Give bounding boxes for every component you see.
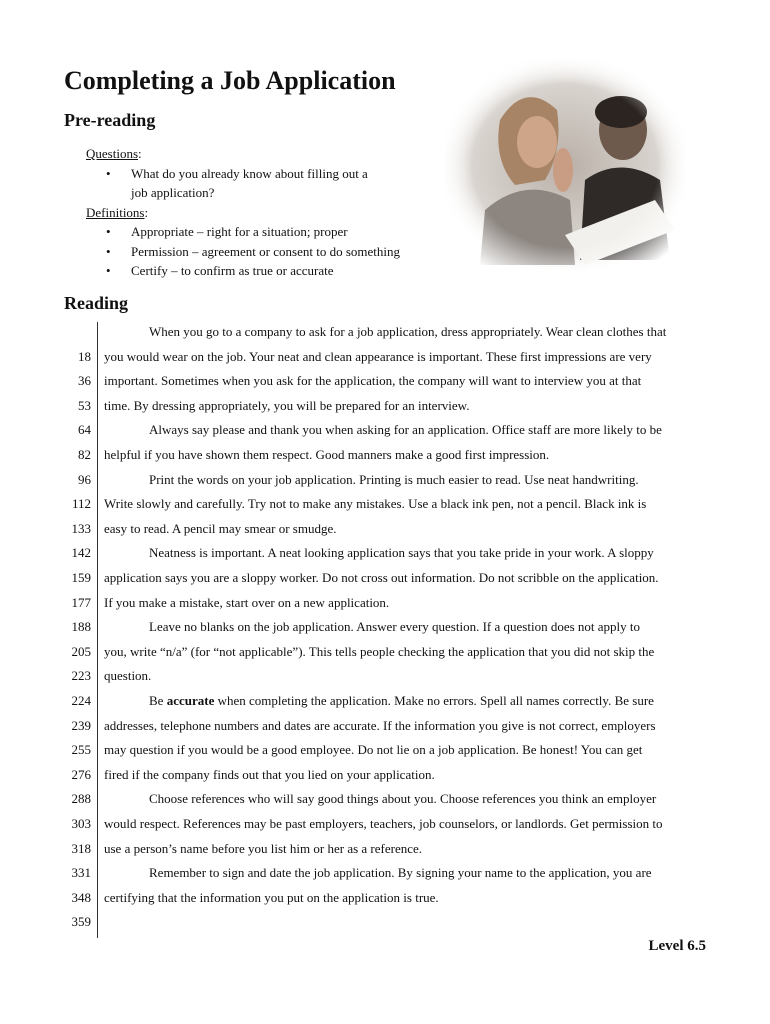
prereading-heading: Pre-reading [64,110,156,130]
line-text: helpful if you have shown them respect. Good manners make a good first impression. [104,447,550,462]
reading-line [0,345,770,370]
line-number: 133 [71,520,91,536]
question-item-continued: job application? [131,185,215,200]
reading-line [0,369,770,394]
questions-label: Questions [86,146,138,161]
reading-line [0,664,770,689]
line-number: 18 [78,348,91,364]
line-text [149,689,654,714]
question-item: • What do you already know about filling out a [86,164,400,184]
reading-line [0,443,770,468]
line-text: Choose references who will say good things about you. Choose references you think an employer [149,791,657,807]
line-number: 82 [78,447,91,462]
reading-line [0,714,770,739]
bullet-icon: • [106,165,111,181]
line-number: 96 [78,471,91,487]
reading-line [0,394,770,419]
line-text: may question if you would be a good employee. Do not lie on a job application. Be honest! You can get [104,742,643,758]
reading-line [0,837,770,862]
line-text: application says you are a sloppy worker. Do not cross out information. Do not scribble on the application. [104,570,659,585]
line-number: 205 [71,643,91,659]
line-number: 112 [71,496,91,512]
line-number: 64 [78,422,91,438]
reading-line [0,492,770,517]
reading-line [0,517,770,542]
line-text: use a person’s name before you list him or her as a reference. [104,840,423,856]
line-text: would respect. References may be past employers, teachers, job counselors, or landlords. Get permission to [104,816,663,831]
line-number: 318 [71,840,91,856]
line-number: 223 [71,668,91,684]
reading-line [0,763,770,788]
line-text: certifying that the information you put on the application is true. [104,889,439,905]
bullet-icon: • [106,224,111,239]
definition-item: • Permission – agreement or consent to do something [86,242,400,262]
line-text: easy to read. A pencil may smear or smudge. [104,520,337,536]
line-text: you would wear on the job. Your neat and clean appearance is important. These first impressions are very [104,348,652,364]
reading-line [0,689,770,714]
definition-item: • Certify – to confirm as true or accurate [86,261,400,281]
reading-line [0,468,770,493]
line-number: 36 [78,373,91,389]
line-number: 348 [71,889,91,905]
reading-line [0,738,770,763]
line-number: 142 [71,545,91,561]
reading-heading: Reading [64,293,129,313]
line-text: Write slowly and carefully. Try not to make any mistakes. Use a black ink pen, not a pencil. Black ink is [104,496,647,512]
line-text: Leave no blanks on the job application. Answer every question. If a question does not apply to [149,619,640,635]
prereading-section: Questions: • What do you already know about filling out a job application? Definitions: • Appropriate – right for a situation; proper • Permission – agreement or consent to do something • Certify – to confirm as true or accurate [86,144,400,281]
reading-line [0,640,770,665]
page-title: Completing a Job Application [64,66,396,95]
reading-level: Level 6.5 [648,938,706,954]
line-text: When you go to a company to ask for a job application, dress appropriately. Wear clean clothes that [149,324,667,339]
reading-line [0,787,770,812]
line-text: fired if the company finds out that you lied on your application. [104,766,435,782]
line-text: Neatness is important. A neat looking application says that you take pride in your work. A sloppy [149,545,654,561]
reading-line [0,615,770,640]
reading-line [0,812,770,837]
line-text-pre: Be [149,693,167,708]
reading-line [0,591,770,616]
emphasized-word: accurate [166,693,215,708]
line-number: 276 [71,766,91,782]
line-number: 224 [71,693,91,708]
students-photo [445,60,685,270]
line-number: 303 [71,816,91,831]
line-text: you, write “n/a” (for “not applicable”). This tells people checking the application that you did not skip the [104,643,655,659]
line-text: Print the words on your job application. Printing is much easier to read. Use neat handwriting. [149,471,639,487]
line-number: 53 [78,397,91,413]
line-number: 239 [71,717,91,733]
definition-item: • Appropriate – right for a situation; proper [86,222,400,242]
line-text-rest: when completing the application. Make no errors. Spell all names correctly. Be sure [214,693,654,708]
reading-line [0,418,770,443]
line-text: time. By dressing appropriately, you will be prepared for an interview. [104,397,470,413]
line-text: If you make a mistake, start over on a new application. [104,594,390,610]
bullet-icon: • [106,243,111,259]
reading-line [0,320,770,345]
line-number: 255 [71,742,91,758]
reading-line [0,541,770,566]
line-text: important. Sometimes when you ask for the application, the company will want to interview you at that [104,373,642,389]
line-number: 288 [71,791,91,807]
line-number: 331 [71,865,91,881]
line-text: question. [104,668,152,684]
definitions-label: Definitions [86,204,145,220]
line-text: Remember to sign and date the job application. By signing your name to the application, you are [149,865,652,881]
line-number: 177 [71,594,91,610]
line-number: 159 [71,570,91,585]
reading-line [0,886,770,911]
reading-line [0,861,770,886]
line-number: 188 [71,619,91,635]
line-text: Always say please and thank you when asking for an application. Office staff are more likely to be [149,422,662,438]
line-text: addresses, telephone numbers and dates are accurate. If the information you give is not correct, employers [104,717,656,733]
reading-line [0,566,770,591]
reading-line [0,910,770,935]
line-number: 359 [71,914,91,930]
bullet-icon: • [106,263,111,278]
